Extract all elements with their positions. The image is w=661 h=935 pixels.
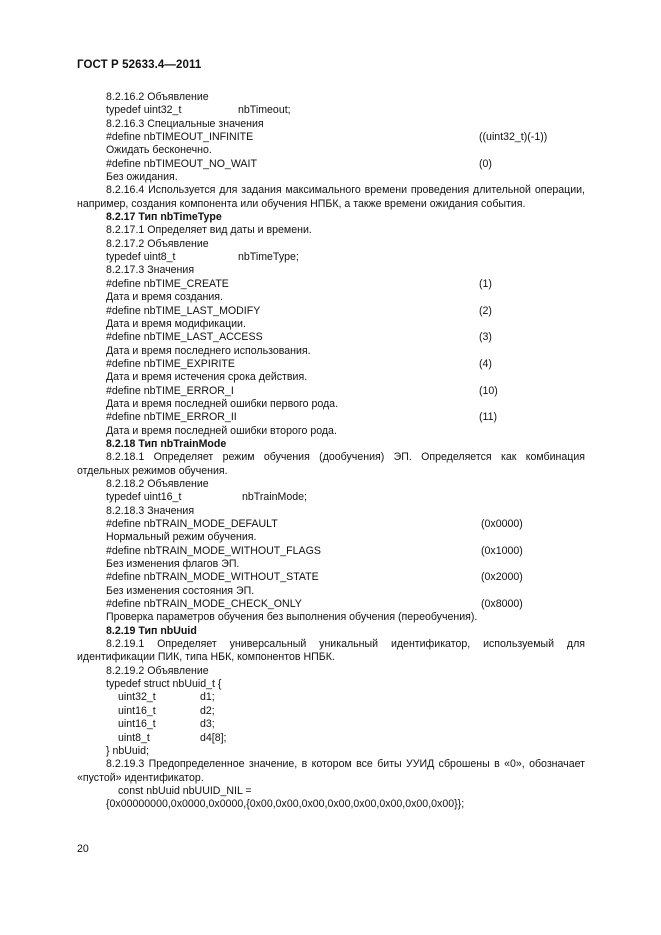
section-8-2-19-1: 8.2.19.1 Определяет универсальный уникальный идентификатор, используемый для идентификации ПИК, типа НБК, компонентов НПБК. — [77, 638, 585, 664]
section-8-2-16-3: 8.2.16.3 Специальные значения — [106, 117, 264, 130]
define-description: Нормальный режим обучения. — [106, 531, 257, 544]
define-description: Ожидать бесконечно. — [106, 144, 212, 157]
define-value: (0) — [479, 157, 492, 170]
declaration-nbTimeout — [77, 104, 585, 117]
define-description: Без изменения флагов ЭП. — [106, 558, 240, 571]
define-row — [77, 598, 585, 611]
decl-type: typedef uint16_t — [106, 491, 182, 504]
field-type: uint16_t — [118, 704, 156, 717]
document-body — [77, 91, 585, 812]
define-description: Дата и время последнего использования. — [106, 344, 311, 357]
define-value: (2) — [479, 304, 492, 317]
define-name: #define nbTIME_LAST_ACCESS — [106, 331, 263, 344]
define-name: #define nbTRAIN_MODE_CHECK_ONLY — [106, 598, 302, 611]
define-name: #define nbTRAIN_MODE_WITHOUT_FLAGS — [106, 544, 321, 557]
section-8-2-16-4: 8.2.16.4 Используется для задания максимального времени проведения длительной операции, например, создания компонента или обучения НПБК, а также времени ожидания события. — [77, 184, 585, 210]
define-value: (4) — [479, 357, 492, 370]
define-name: #define nbTRAIN_MODE_WITHOUT_STATE — [106, 571, 319, 584]
declaration-nbTrainMode — [77, 491, 585, 504]
field-name: d1; — [200, 691, 215, 704]
section-8-2-17-3: 8.2.17.3 Значения — [106, 264, 195, 277]
define-description: Дата и время модификации. — [106, 317, 246, 330]
field-type: uint16_t — [118, 718, 156, 731]
define-row — [77, 158, 585, 171]
define-row — [77, 571, 585, 584]
define-value: (3) — [479, 331, 492, 344]
const-value: {0x00000000,0x0000,0x0000,{0x00,0x00,0x00,0x00,0x00,0x00,0x00,0x00}}; — [106, 798, 465, 811]
define-description: Без изменения состояния ЭП. — [106, 584, 255, 597]
define-name: #define nbTIMEOUT_NO_WAIT — [106, 157, 257, 170]
define-value: (0x0000) — [481, 518, 523, 530]
define-description: Без ожидания. — [106, 171, 178, 184]
define-row — [77, 278, 585, 291]
define-name: #define nbTIMEOUT_INFINITE — [106, 131, 254, 144]
decl-name: nbTrainMode; — [242, 491, 307, 504]
struct-open: typedef struct nbUuid_t { — [106, 678, 222, 691]
struct-field — [77, 732, 585, 745]
section-title-8-2-17: 8.2.17 Тип nbTimeType — [106, 211, 222, 224]
define-row — [77, 411, 585, 424]
field-name: d4[8]; — [200, 731, 227, 744]
section-8-2-18-3: 8.2.18.3 Значения — [106, 504, 195, 517]
define-name: #define nbTIME_EXPIRITE — [106, 357, 235, 370]
define-value: (11) — [479, 411, 498, 424]
field-type: uint32_t — [118, 691, 156, 704]
define-description: Дата и время последней ошибки второго рода. — [106, 424, 337, 437]
define-name: #define nbTIME_ERROR_I — [106, 384, 234, 397]
define-row — [77, 358, 585, 371]
field-name: d3; — [200, 718, 215, 731]
decl-name: nbTimeout; — [238, 104, 291, 117]
page-number: 20 — [77, 843, 89, 855]
define-row — [77, 331, 585, 344]
document-header: ГОСТ Р 52633.4—2011 — [77, 59, 202, 71]
section-title-8-2-18: 8.2.18 Тип nbTrainMode — [106, 437, 227, 450]
struct-close: } nbUuid; — [106, 744, 149, 757]
define-value: (0x2000) — [481, 571, 523, 584]
field-name: d2; — [200, 704, 215, 717]
define-description: Проверка параметров обучения без выполнения обучения (переобучения). — [106, 611, 478, 624]
define-name: #define nbTIME_ERROR_II — [106, 411, 237, 424]
define-value: (0x1000) — [481, 544, 523, 557]
section-8-2-16-2: 8.2.16.2 Объявление — [106, 91, 209, 103]
define-row — [77, 305, 585, 318]
decl-type: typedef uint32_t — [106, 104, 182, 117]
decl-name: nbTimeType; — [238, 251, 299, 264]
define-row — [77, 385, 585, 398]
section-8-2-17-2: 8.2.17.2 Объявление — [106, 237, 209, 250]
define-row — [77, 518, 585, 531]
field-type: uint8_t — [118, 731, 150, 744]
section-8-2-19-3: 8.2.19.3 Предопределенное значение, в котором все биты УУИД сброшены в «0», обозначает «пустой» идентификатор. — [77, 758, 585, 784]
define-value: (1) — [479, 277, 492, 290]
define-description: Дата и время истечения срока действия. — [106, 371, 308, 384]
define-name: #define nbTRAIN_MODE_DEFAULT — [106, 518, 278, 530]
declaration-nbTimeType — [77, 251, 585, 264]
section-8-2-19-2: 8.2.19.2 Объявление — [106, 664, 209, 677]
struct-field — [77, 691, 585, 704]
define-description: Дата и время последней ошибки первого рода. — [106, 397, 339, 410]
struct-field — [77, 718, 585, 731]
define-name: #define nbTIME_LAST_MODIFY — [106, 304, 261, 317]
decl-type: typedef uint8_t — [106, 251, 176, 264]
section-8-2-17-1: 8.2.17.1 Определяет вид даты и времени. — [106, 224, 312, 237]
section-title-8-2-19: 8.2.19 Тип nbUuid — [106, 624, 197, 637]
struct-field — [77, 705, 585, 718]
define-value: (10) — [479, 384, 498, 397]
define-name: #define nbTIME_CREATE — [106, 277, 229, 290]
const-declaration: const nbUuid nbUUID_NIL = — [118, 784, 252, 797]
define-row — [77, 131, 585, 144]
section-8-2-18-2: 8.2.18.2 Объявление — [106, 477, 209, 490]
define-value: ((uint32_t)(-1)) — [479, 131, 548, 144]
define-row — [77, 545, 585, 558]
section-8-2-18-1: 8.2.18.1 Определяет режим обучения (дообучения) ЭП. Определяется как комбинация отдельных режимов обучения. — [77, 451, 585, 477]
define-description: Дата и время создания. — [106, 291, 223, 304]
define-value: (0x8000) — [481, 598, 523, 611]
